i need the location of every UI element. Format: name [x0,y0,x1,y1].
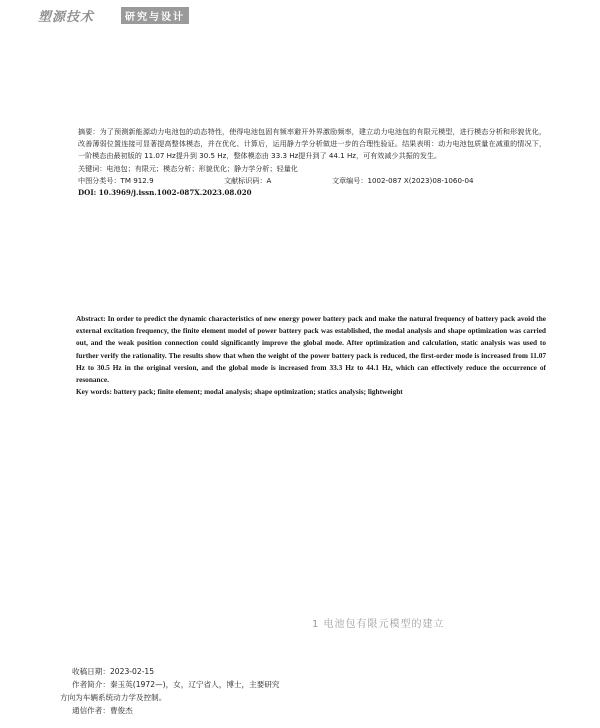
chinese-abstract [78,126,546,199]
column-tag: 研究与设计 [121,7,189,24]
section-heading: 1 电池包有限元模型的建立 [312,619,445,630]
journal-name: 塑源技术 [38,10,95,25]
keywords-en: Key words: battery pack; finite element; modal analysis; shape optimization; statics analysis; lightweight [76,387,403,397]
abstract-en-text: Abstract: In order to predict the dynamic characteristics of new energy power battery pack and make the natural frequency of battery pack avoid the external excitation frequency, the finite element model of power battery pack was established, the modal analysis and shape optimization was carried out, and the weak position connection could significantly improve the global mode. After optimization and calculation, static analysis was used to further verify the rationality. The results show that when the weight of the power battery pack is reduced, the first-order mode is increased from 11.07 Hz to 30.5 Hz in the original version, and the global mode is increased from 33.3 Hz to 44.1 Hz, which can effectively reduce the occurrence of resonance. [76,314,546,385]
document-code: 文献标识码：A [224,175,272,185]
received-date: 收稿日期：2023-02-15 [72,667,155,676]
keywords-cn: 关键词：电池包；有限元；模态分析；形貌优化；静力学分析；轻量化 [78,163,298,173]
author-bio-line1: 作者简介：秦玉英(1972—)，女，辽宁省人，博士，主要研究 [72,680,280,689]
abstract-cn-text: 摘要：为了预测新能源动力电池包的动态特性，使得电池包固有频率避开外界激励频率，建立动力电池包的有限元模型，进行模态分析和形貌优化，改善薄弱位置连接可显著提高整体模态，并在优化、计算后，运用静力学分析做进一步的合理性验证。结果表明：动力电池包质量在减重的情况下，一阶模态由最初版的 11.07 Hz提升到 30.5 Hz，整体模态由 33.3 Hz提升到了 44.1 Hz，可有效减少共振的发生。 [78,127,546,161]
classification-row [78,175,546,187]
corresponding-author: 通信作者：曹俊杰 [72,706,133,715]
clc-number: 中图分类号：TM 912.9 [78,175,154,185]
author-bio-line2: 方向为车辆系统动力学及控制。 [60,693,167,702]
english-abstract [76,313,546,398]
doi: DOI: 10.3969/j.issn.1002-087X.2023.08.020 [78,188,252,198]
article-number: 文章编号：1002-087 X(2023)08-1060-04 [332,175,474,185]
